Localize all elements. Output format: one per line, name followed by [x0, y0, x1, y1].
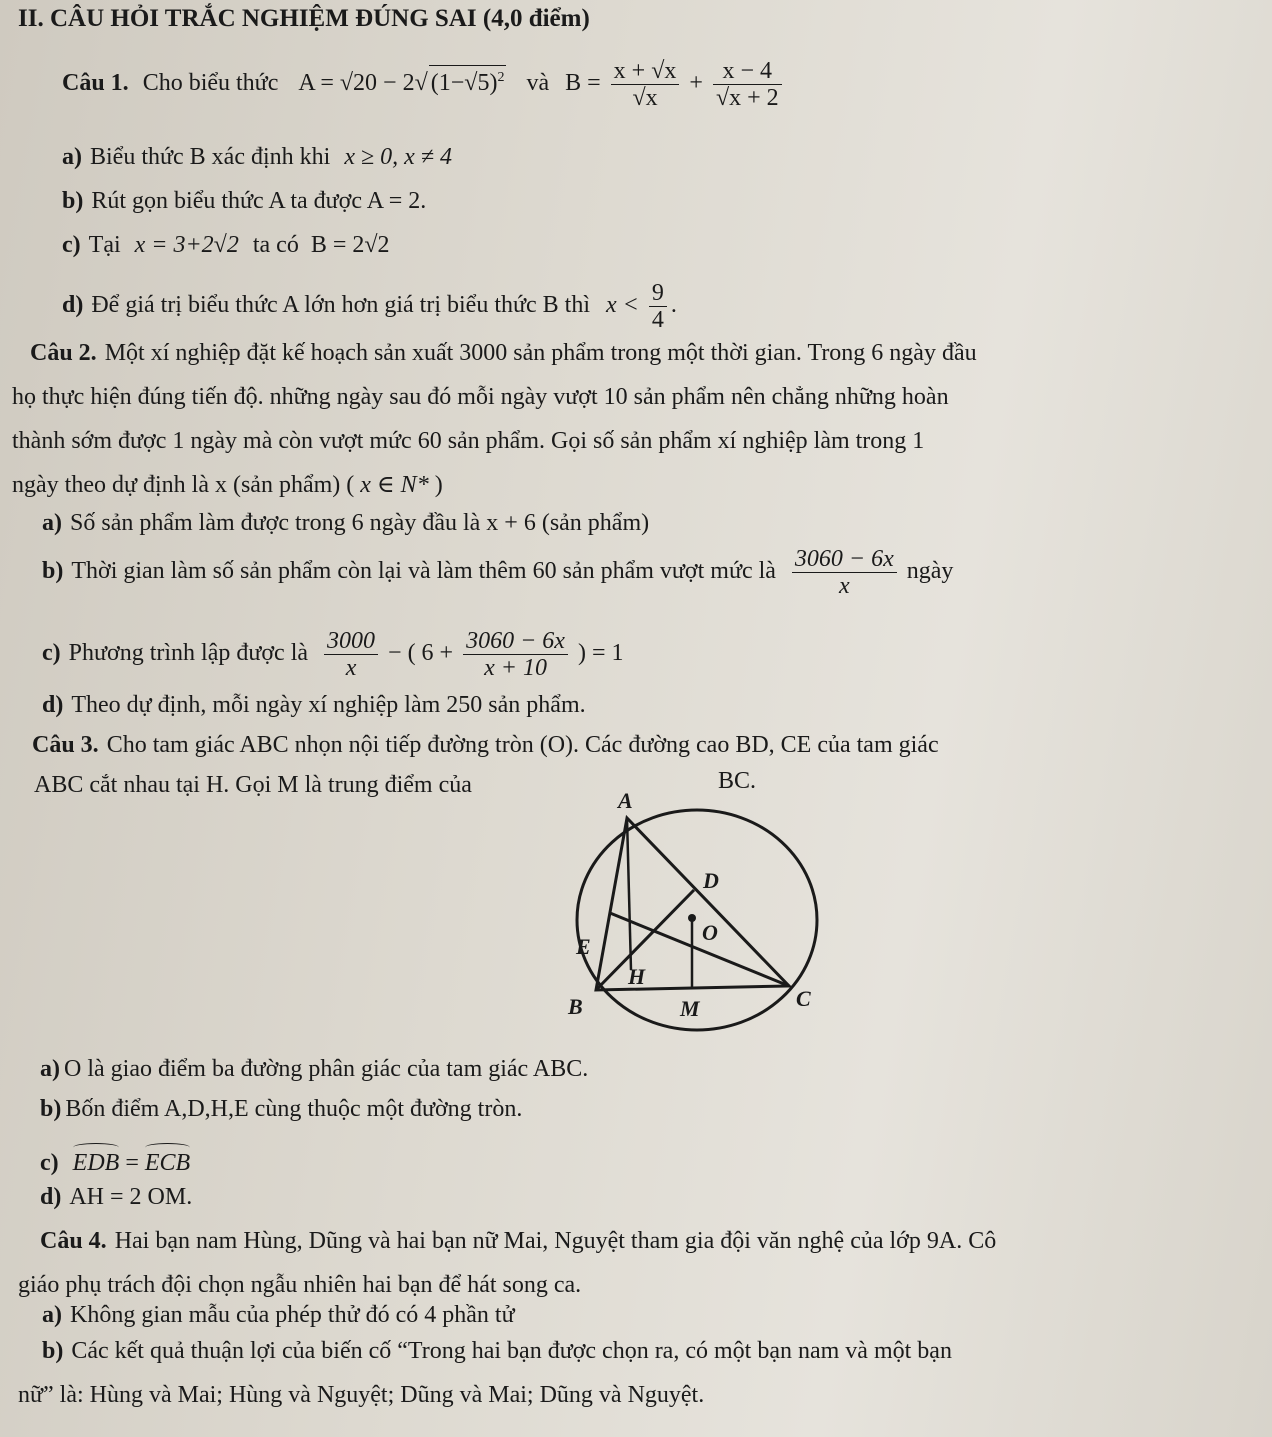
- q2-b-den: x: [839, 573, 850, 599]
- q3-b-text: Bốn điểm A,D,H,E cùng thuộc một đường tròn.: [65, 1096, 523, 1122]
- q3-c-eq: =: [125, 1150, 139, 1176]
- q2-line2: họ thực hiện đúng tiến độ. những ngày sau đó mỗi ngày vượt 10 sản phẩm nên chẳng những hoàn: [12, 384, 949, 410]
- q3-line1: [32, 730, 939, 760]
- q1-d-math: x <: [606, 292, 639, 319]
- q1-d-text: Để giá trị biểu thức A lớn hơn giá trị biểu thức B thì: [91, 292, 590, 319]
- q2-c-den2: x + 10: [484, 655, 547, 681]
- q3-label: Câu 3.: [32, 732, 99, 758]
- q2-a-label: a): [42, 510, 62, 536]
- q2-c-frac1: [324, 628, 378, 681]
- q2-line1-text: Một xí nghiệp đặt kế hoạch sản xuất 3000 sản phẩm trong một thời gian. Trong 6 ngày đầu: [104, 340, 977, 366]
- q3-line2: ABC cắt nhau tại H. Gọi M là trung điểm của: [34, 772, 472, 798]
- label-c: C: [796, 986, 811, 1011]
- q1-expr-a: [298, 70, 512, 96]
- q1-b-num1: x + √x: [611, 58, 680, 85]
- q2-item-a: [42, 508, 649, 538]
- q1-item-d: [62, 280, 677, 333]
- q3-a-label: a): [40, 1056, 60, 1082]
- q1-b-frac2: [713, 58, 782, 111]
- q2-b-end: ngày: [906, 558, 954, 585]
- q3-line2-end: BC.: [718, 768, 757, 794]
- q2-line4-end: ): [434, 472, 443, 498]
- q1-c-math2: B = 2√2: [310, 232, 390, 258]
- q1-c-text1: Tại: [88, 232, 121, 258]
- q1-b-prefix: B =: [565, 70, 601, 97]
- q1-item-c: [62, 230, 390, 260]
- q4-item-b: [42, 1336, 952, 1366]
- q3-item-a: [40, 1054, 588, 1084]
- label-m: M: [680, 996, 700, 1021]
- q2-a-text: Số sản phẩm làm được trong 6 ngày đầu là x + 6 (sản phẩm): [70, 510, 650, 536]
- q1-d-num: 9: [649, 280, 667, 307]
- label-a: A: [618, 790, 633, 813]
- q2-line1: [30, 338, 977, 368]
- label-e: E: [576, 934, 591, 959]
- q2-line4-text: ngày theo dự định là x (sản phẩm) (: [12, 472, 355, 498]
- triangle-circle-figure: [560, 790, 840, 1040]
- q1-d-end: .: [670, 292, 677, 319]
- q1-item-a: [62, 142, 452, 172]
- q1-d-frac: [649, 280, 667, 333]
- q2-b-text: Thời gian làm số sản phẩm còn lại và làm thêm 60 sản phẩm vượt mức là: [71, 558, 776, 585]
- q2-c-mid: − ( 6 +: [388, 640, 454, 667]
- q4-item-b-line2: nữ” là: Hùng và Mai; Hùng và Nguyệt; Dũng và Mai; Dũng và Nguyệt.: [18, 1382, 705, 1408]
- q3-arc-ecb: ECB: [144, 1150, 191, 1176]
- q1-b-frac1: [611, 58, 680, 111]
- q1-d-den: 4: [651, 307, 664, 333]
- q1-a-math: x ≥ 0, x ≠ 4: [344, 144, 452, 170]
- q3-item-c: [40, 1148, 190, 1178]
- q4-b-label: b): [42, 1338, 64, 1364]
- q3-d-label: d): [40, 1184, 62, 1210]
- q3-arc-edb: EDB: [72, 1150, 120, 1176]
- q1-a-prefix: A = √20 − 2: [298, 70, 415, 97]
- q4-line1: [40, 1226, 996, 1256]
- q1-stem: [62, 58, 786, 111]
- q3-item-b: [40, 1094, 522, 1124]
- q4-b-text: Các kết quả thuận lợi của biến cố “Trong hai bạn được chọn ra, có một bạn nam và một bạn: [71, 1338, 952, 1364]
- q2-item-b: [42, 546, 953, 599]
- q1-b-text: Rút gọn biểu thức A ta được A = 2.: [91, 188, 427, 214]
- q1-intro: Cho biểu thức: [142, 70, 279, 97]
- q1-and: và: [526, 70, 550, 97]
- label-o: O: [702, 920, 718, 945]
- q4-label: Câu 4.: [40, 1228, 107, 1254]
- q2-line3: thành sớm được 1 ngày mà còn vượt mức 60 sản phẩm. Gọi số sản phẩm xí nghiệp làm trong 1: [12, 428, 925, 454]
- q4-line1-text: Hai bạn nam Hùng, Dũng và hai bạn nữ Mai, Nguyệt tham gia đội văn nghệ của lớp 9A. Cô: [114, 1228, 997, 1254]
- segment-ah: [627, 818, 631, 970]
- q1-b-den1: √x: [632, 85, 658, 111]
- label-d: D: [703, 868, 719, 893]
- q2-b-frac: [792, 546, 897, 599]
- q3-item-d: [40, 1182, 192, 1212]
- section-title: II. CÂU HỎI TRẮC NGHIỆM ĐÚNG SAI (4,0 điểm): [18, 5, 590, 32]
- q2-line4-math: x ∈ N*: [360, 472, 429, 498]
- q1-a-radicand: [429, 65, 507, 95]
- q2-item-c: [42, 628, 623, 681]
- q2-d-text: Theo dự định, mỗi ngày xí nghiệp làm 250 sản phẩm.: [71, 692, 586, 718]
- q3-d-text: AH = 2 OM.: [69, 1184, 193, 1210]
- q2-c-num2: 3060 − 6x: [463, 628, 568, 655]
- q2-d-label: d): [42, 692, 64, 718]
- q2-b-num: 3060 − 6x: [792, 546, 897, 573]
- q1-b-num2: x − 4: [713, 58, 782, 85]
- q1-a-text: Biểu thức B xác định khi: [90, 144, 331, 170]
- q3-c-label: c): [40, 1150, 59, 1176]
- q4-line2: giáo phụ trách đội chọn ngẫu nhiên hai bạn để hát song ca.: [18, 1272, 582, 1298]
- q2-item-d: [42, 690, 586, 720]
- q2-b-label: b): [42, 558, 64, 585]
- q1-b-label: b): [62, 188, 84, 214]
- q1-plus: +: [689, 70, 703, 97]
- q2-c-den1: x: [345, 655, 357, 681]
- q1-d-label: d): [62, 292, 84, 319]
- label-h: H: [628, 964, 646, 989]
- q1-label: Câu 1.: [62, 70, 129, 97]
- q1-a-label: a): [62, 144, 82, 170]
- q1-item-b: [62, 186, 426, 216]
- q1-c-text2: ta có: [252, 232, 299, 258]
- q2-c-frac2: [463, 628, 568, 681]
- q2-c-end: ) = 1: [577, 640, 624, 667]
- q2-label: Câu 2.: [30, 340, 97, 366]
- q2-c-num1: 3000: [324, 628, 378, 655]
- q1-c-math1: x = 3+2√2: [134, 232, 239, 258]
- label-b: B: [568, 994, 583, 1019]
- q4-item-a: [42, 1300, 515, 1330]
- q4-a-text: Không gian mẫu của phép thử đó có 4 phần tử: [70, 1302, 515, 1328]
- q2-c-text: Phương trình lập được là: [68, 640, 309, 667]
- q2-c-label: c): [42, 640, 61, 667]
- q3-b-label: b): [40, 1096, 62, 1122]
- q3-a-text: O là giao điểm ba đường phân giác của tam giác ABC.: [64, 1056, 589, 1082]
- q4-a-label: a): [42, 1302, 62, 1328]
- q1-c-label: c): [62, 232, 81, 258]
- q2-line4: [12, 470, 443, 500]
- radical-icon: √: [414, 70, 428, 97]
- q1-a-radicand-text: (1−√5): [430, 70, 498, 97]
- point-o: [688, 914, 696, 922]
- q3-line1-text: Cho tam giác ABC nhọn nội tiếp đường tròn (O). Các đường cao BD, CE của tam giác: [106, 732, 939, 758]
- q1-a-exp: 2: [497, 70, 505, 86]
- q1-b-den2: √x + 2: [715, 85, 779, 111]
